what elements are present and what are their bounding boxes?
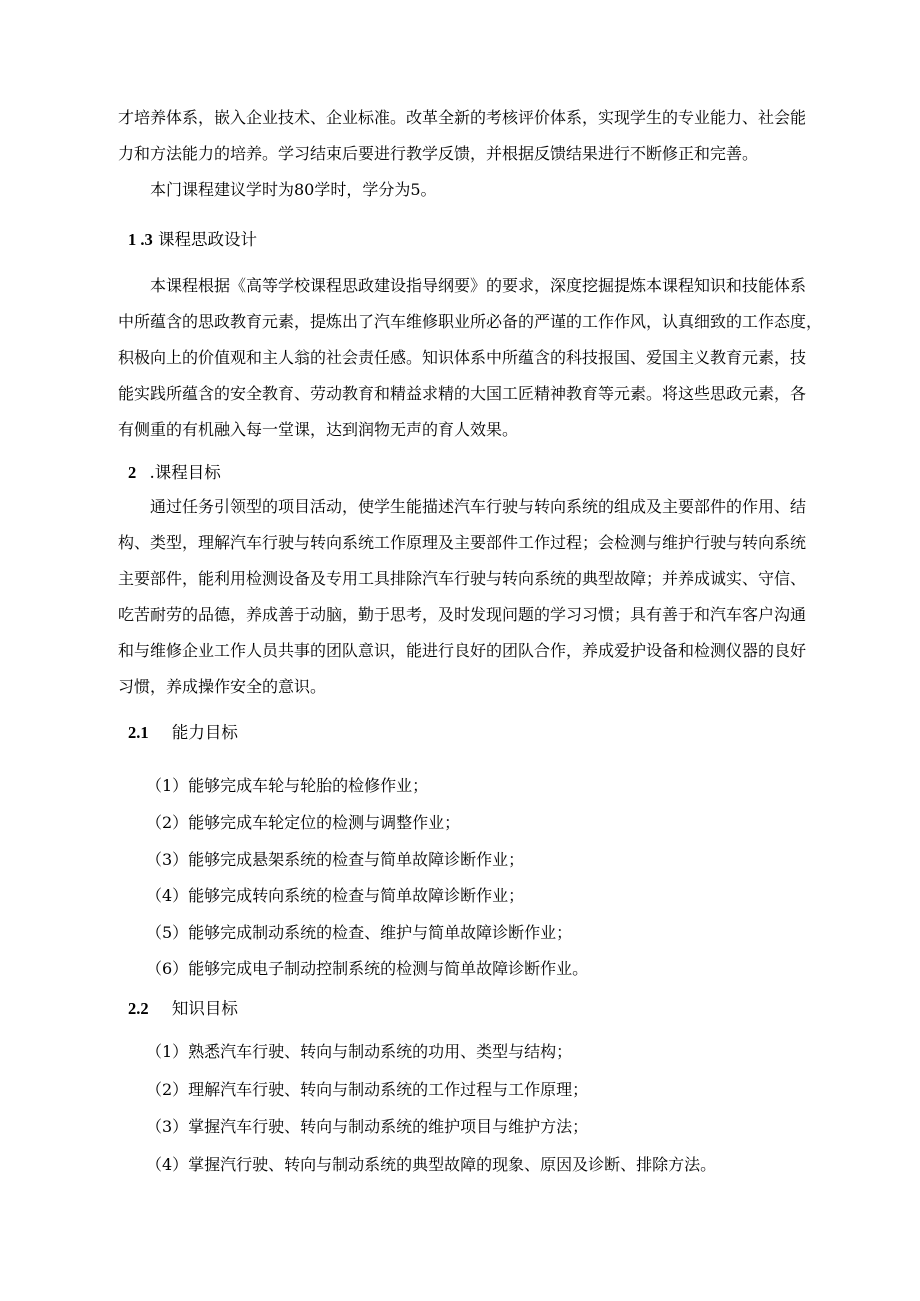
list-item: （2）能够完成车轮定位的检测与调整作业；: [146, 813, 461, 832]
section-number: 1 .3: [128, 230, 153, 249]
list-item: （3）能够完成悬架系统的检查与简单故障诊断作业；: [146, 850, 525, 869]
ideology-paragraph: [118, 268, 830, 448]
list-item: （2）理解汽车行驶、转向与制动系统的工作过程与工作原理；: [146, 1080, 589, 1099]
section-number: 2.1: [128, 723, 149, 742]
paragraph-line: 力和方法能力的培养。学习结束后要进行教学反馈，并根据反馈结果进行不断修正和完善。: [118, 144, 759, 163]
section-heading-2-2: [128, 997, 238, 1021]
paragraph-line: 主要部件，能利用检测设备及专用工具排除汽车行驶与转向系统的典型故障；并养成诚实、守信、: [118, 569, 807, 588]
section-title: 知识目标: [171, 999, 238, 1018]
hours-line: 本门课程建议学时为80学时，学分为5。: [150, 180, 437, 199]
list-item: （1）能够完成车轮与轮胎的检修作业；: [146, 776, 429, 795]
list-item: （4）掌握汽行驶、转向与制动系统的典型故障的现象、原因及诊断、排除方法。: [146, 1155, 717, 1174]
paragraph-line: 和与维修企业工作人员共事的团队意识，能进行良好的团队合作，养成爱护设备和检测仪器的良好: [118, 641, 807, 660]
objectives-paragraph: [118, 489, 830, 705]
list-item: （6）能够完成电子制动控制系统的检测与简单故障诊断作业。: [146, 959, 589, 978]
paragraph-line: 构、类型，理解汽车行驶与转向系统工作原理及主要部件工作过程；会检测与维护行驶与转向系统: [118, 533, 807, 552]
paragraph-line: 习惯，养成操作安全的意识。: [118, 677, 327, 696]
list-item: （5）能够完成制动系统的检查、维护与简单故障诊断作业；: [146, 923, 573, 942]
section-number: 2: [128, 463, 137, 482]
section-heading-2-1: [128, 721, 238, 745]
paragraph-line: 吃苦耐劳的品德，养成善于动脑，勤于思考，及时发现问题的学习习惯；具有善于和汽车客户沟通: [118, 605, 807, 624]
section-title: .课程目标: [149, 463, 221, 482]
paragraph-line: 有侧重的有机融入每一堂课，达到润物无声的育人效果。: [118, 420, 519, 439]
paragraph-line: 中所蕴含的思政教育元素，提炼出了汽车维修职业所必备的严谨的工作作风，认真细致的工作态度，: [118, 312, 823, 331]
paragraph-line: 才培养体系，嵌入企业技术、企业标准。改革全新的考核评价体系，实现学生的专业能力、社会能: [118, 108, 807, 127]
section-number: 2.2: [128, 999, 149, 1018]
list-item: （1）熟悉汽车行驶、转向与制动系统的功用、类型与结构；: [146, 1042, 573, 1061]
section-heading-1-3: [128, 228, 257, 252]
paragraph-line: 本课程根据《高等学校课程思政建设指导纲要》的要求，深度挖掘提炼本课程知识和技能体系: [150, 276, 807, 295]
list-item: （4）能够完成转向系统的检查与简单故障诊断作业；: [146, 886, 525, 905]
paragraph-line: 积极向上的价值观和主人翁的社会责任感。知识体系中所蕴含的科技报国、爱国主义教育元素，技: [118, 348, 807, 367]
paragraph-line: 能实践所蕴含的安全教育、劳动教育和精益求精的大国工匠精神教育等元素。将这些思政元素，各: [118, 384, 807, 403]
list-item: （3）掌握汽车行驶、转向与制动系统的维护项目与维护方法；: [146, 1117, 589, 1136]
paragraph-line: 通过任务引领型的项目活动，使学生能描述汽车行驶与转向系统的组成及主要部件的作用、结: [150, 497, 807, 516]
section-title: 能力目标: [171, 723, 238, 742]
section-heading-2: [128, 461, 221, 485]
section-title: 课程思政设计: [158, 230, 257, 249]
intro-paragraph: [118, 100, 830, 208]
